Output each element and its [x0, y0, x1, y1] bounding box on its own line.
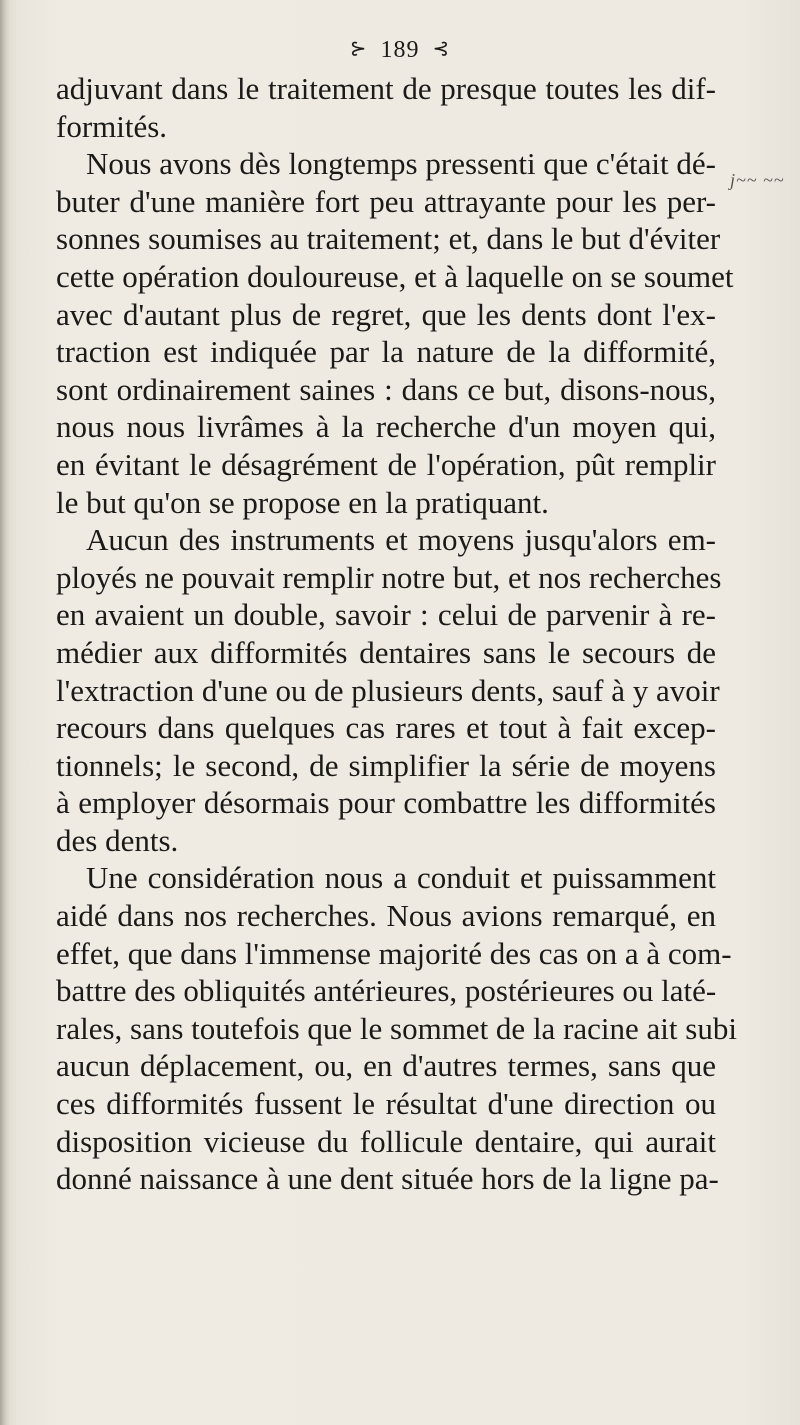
text-line: tionnels; le second, de simplifier la série de moyens	[56, 747, 716, 783]
text-line: ployés ne pouvait remplir notre but, et nos recherches	[56, 559, 722, 595]
text-line: recours dans quelques cas rares et tout à fait excep-	[56, 710, 716, 746]
text-line: l'extraction d'une ou de plusieurs dents, sauf à y avoir	[56, 672, 720, 708]
header-ornament-left-icon: ⊱	[349, 38, 368, 60]
text-line: avec d'autant plus de regret, que les dents dont l'ex-	[56, 296, 716, 332]
text-line: buter d'une manière fort peu attrayante pour les per-	[56, 183, 716, 219]
page-gutter-shadow	[0, 0, 10, 1425]
page-number: 189	[380, 37, 420, 63]
text-line: Nous avons dès longtemps pressenti que c'était dé-	[86, 146, 716, 182]
text-line: médier aux difformités dentaires sans le secours de	[56, 634, 716, 670]
text-line: formités.	[56, 108, 168, 144]
text-line: ces difformités fussent le résultat d'une direction ou	[56, 1086, 716, 1122]
text-line: donné naissance à une dent située hors de la ligne pa-	[56, 1161, 719, 1197]
text-line: rales, sans toutefois que le sommet de la racine ait subi	[56, 1010, 737, 1046]
text-line: en évitant le désagrément de l'opération, pût remplir	[56, 446, 716, 482]
text-line: à employer désormais pour combattre les difformités	[56, 785, 716, 821]
text-line: aucun déplacement, ou, en d'autres termes, sans que	[56, 1048, 716, 1084]
text-line: aidé dans nos recherches. Nous avions remarqué, en	[56, 898, 716, 934]
text-line: cette opération douloureuse, et à laquelle on se soumet	[56, 258, 734, 294]
text-line: Aucun des instruments et moyens jusqu'alors em-	[86, 522, 716, 558]
body-text	[56, 70, 737, 1198]
paragraph	[56, 521, 722, 859]
text-line: des dents.	[56, 822, 179, 858]
page-header	[0, 36, 800, 64]
text-line: en avaient un double, savoir : celui de parvenir à re-	[56, 597, 716, 633]
text-line: battre des obliquités antérieures, postérieures ou laté-	[56, 973, 717, 1009]
text-line: traction est indiquée par la nature de la difformité,	[56, 334, 716, 370]
text-line: adjuvant dans le traitement de presque toutes les dif-	[56, 71, 716, 106]
text-line: le but qu'on se propose en la pratiquant.	[56, 484, 549, 520]
text-line: sont ordinairement saines : dans ce but, disons-nous,	[56, 371, 716, 407]
paragraph	[56, 70, 716, 145]
header-ornament-right-icon: ⊰	[432, 38, 451, 60]
text-line: effet, que dans l'immense majorité des cas on a à com-	[56, 935, 732, 971]
text-line: disposition vicieuse du follicule dentaire, qui aurait	[56, 1123, 716, 1159]
text-line: sonnes soumises au traitement; et, dans le but d'éviter	[56, 221, 721, 257]
text-line: Une considération nous a conduit et puissamment	[86, 860, 716, 896]
text-line: nous nous livrâmes à la recherche d'un moyen qui,	[56, 409, 716, 445]
paragraph	[56, 859, 737, 1197]
margin-annotation: j~~ ~~	[730, 170, 785, 190]
paragraph	[56, 145, 734, 521]
